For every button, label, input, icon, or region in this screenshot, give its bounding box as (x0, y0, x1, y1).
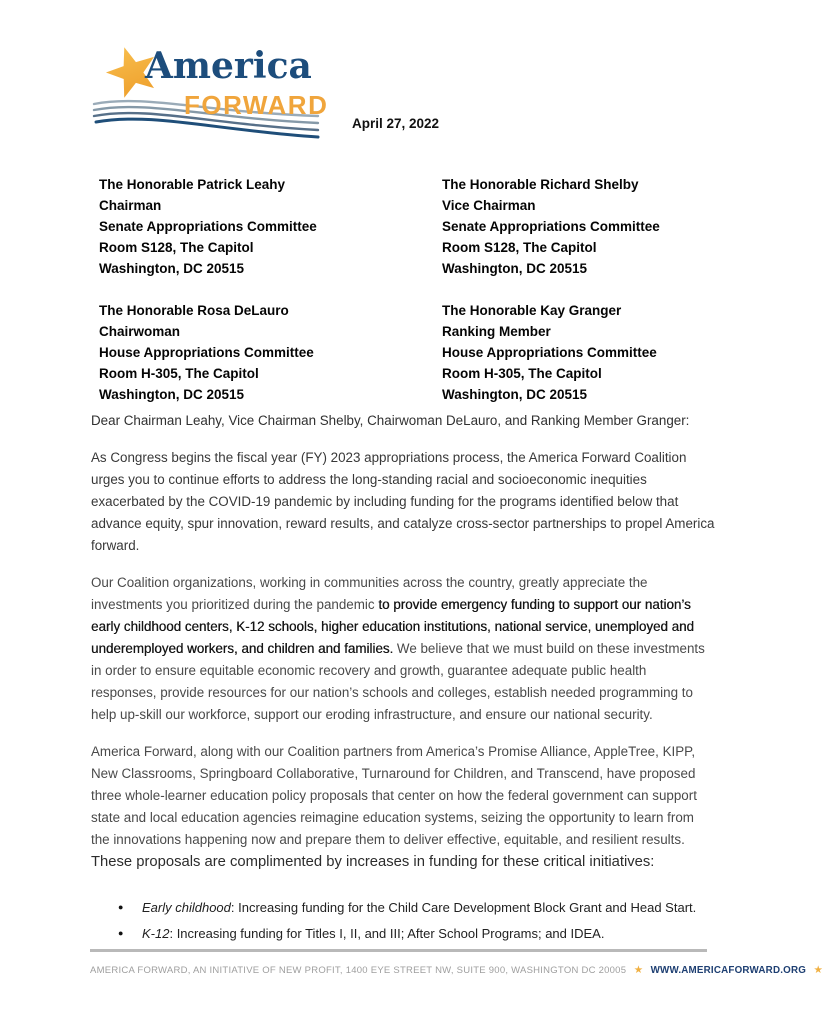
recipient-line: The Honorable Rosa DeLauro (99, 303, 289, 318)
footer-address: AMERICA FORWARD, AN INITIATIVE OF NEW PROFIT, 1400 EYE STREET NW, SUITE 900, WASHINGTON DC 20005 (90, 965, 627, 976)
recipient-line: The Honorable Kay Granger (442, 303, 622, 318)
initiatives-list (91, 896, 715, 945)
recipient-block (442, 300, 751, 405)
letter-paragraph (91, 572, 715, 726)
paragraph-segment: As Congress begins the fiscal year (FY) 2023 appropriations process, the America Forward Coalition urges you to continue efforts to address the long-standing racial and socioeconomic inequities exacerbated by the COVID-19 pandemic by including funding for the programs identified below that advance equity, spur innovation, reward results, and catalyze cross-sector partnerships to propel America forward. (91, 450, 715, 553)
salutation: Dear Chairman Leahy, Vice Chairman Shelby, Chairwoman DeLauro, and Ranking Member Granger: (91, 413, 690, 428)
recipient-line: Senate Appropriations Committee (442, 219, 660, 234)
recipient-line: Washington, DC 20515 (99, 387, 245, 402)
paragraph-segment: America Forward, along with our Coalition partners from America’s Promise Alliance, AppleTree, KIPP, New Classrooms, Springboard Collaborative, Turnaround for Children, and Transcend, have proposed three whole-learner education policy proposals that center on how the federal government can support state and local education agencies reimagine education systems, seizing the opportunity to learn from the innovations happening now and prepare them to deliver effective, equitable, and resilient results. (91, 744, 697, 847)
recipient-line: House Appropriations Committee (442, 345, 657, 360)
initiative-text: : Increasing funding for the Child Care Development Block Grant and Head Start. (230, 900, 697, 915)
recipient-line: Senate Appropriations Committee (99, 219, 317, 234)
recipient-line: Washington, DC 20515 (99, 261, 245, 276)
recipient-line: The Honorable Patrick Leahy (99, 177, 286, 192)
paragraph-segment: Our Coalition organizations, working in communities across the country, greatly appreciate the investments you prioritized during the pandemic (91, 575, 648, 612)
logo-wordmark-america: America (145, 45, 312, 87)
paragraph-segment: We believe that we must build on these investments in order to ensure equitable economic recovery and growth, guarantee adequate public health responses, provide resources for our nation’s schools and colleges, establish needed programming to help up-skill our workforce, support our eroding infrastructure, and ensure our national security. (91, 641, 705, 722)
letter-date: April 27, 2022 (351, 116, 440, 131)
recipient-line: House Appropriations Committee (99, 345, 314, 360)
recipient-line: Chairman (99, 198, 162, 213)
initiative-item (118, 922, 715, 945)
star-icon: ★ (813, 964, 823, 976)
recipient-block (99, 174, 442, 279)
recipient-line: Vice Chairman (442, 198, 536, 213)
paragraph-segment: These proposals are complimented by increases in funding for these critical initiatives: (91, 854, 655, 870)
initiative-item (118, 896, 715, 919)
letter-paragraph (91, 447, 715, 557)
letter-body (91, 410, 715, 948)
letter-paragraph (91, 741, 715, 873)
recipient-block (99, 300, 442, 405)
star-icon: ★ (633, 964, 644, 976)
recipient-line: Ranking Member (442, 324, 551, 339)
footer-website-link[interactable]: WWW.AMERICAFORWARD.ORG (650, 965, 807, 976)
page-footer (90, 949, 823, 978)
recipient-line: Washington, DC 20515 (442, 387, 588, 402)
recipient-block (442, 174, 751, 279)
recipient-line: Room S128, The Capitol (99, 240, 254, 255)
initiative-text: : Increasing funding for Titles I, II, and III; After School Programs; and IDEA. (169, 926, 605, 941)
recipient-line: Washington, DC 20515 (442, 261, 588, 276)
recipient-line: Room H-305, The Capitol (99, 366, 259, 381)
recipient-line: Chairwoman (99, 324, 181, 339)
recipient-line: Room S128, The Capitol (442, 240, 597, 255)
paragraph-segment: to provide emergency funding to support our nation’s early childhood centers, K-12 schools, higher education institutions, national service, unemployed and underemployed workers, and children and families. (91, 597, 694, 656)
initiative-lead: K-12 (142, 926, 170, 941)
recipient-line: The Honorable Richard Shelby (442, 177, 639, 192)
recipients-grid (99, 174, 751, 405)
initiative-lead: Early childhood (142, 900, 231, 915)
logo-wordmark-forward: FORWARD (184, 90, 329, 120)
letter-paragraphs (91, 447, 715, 873)
recipient-line: Room H-305, The Capitol (442, 366, 602, 381)
